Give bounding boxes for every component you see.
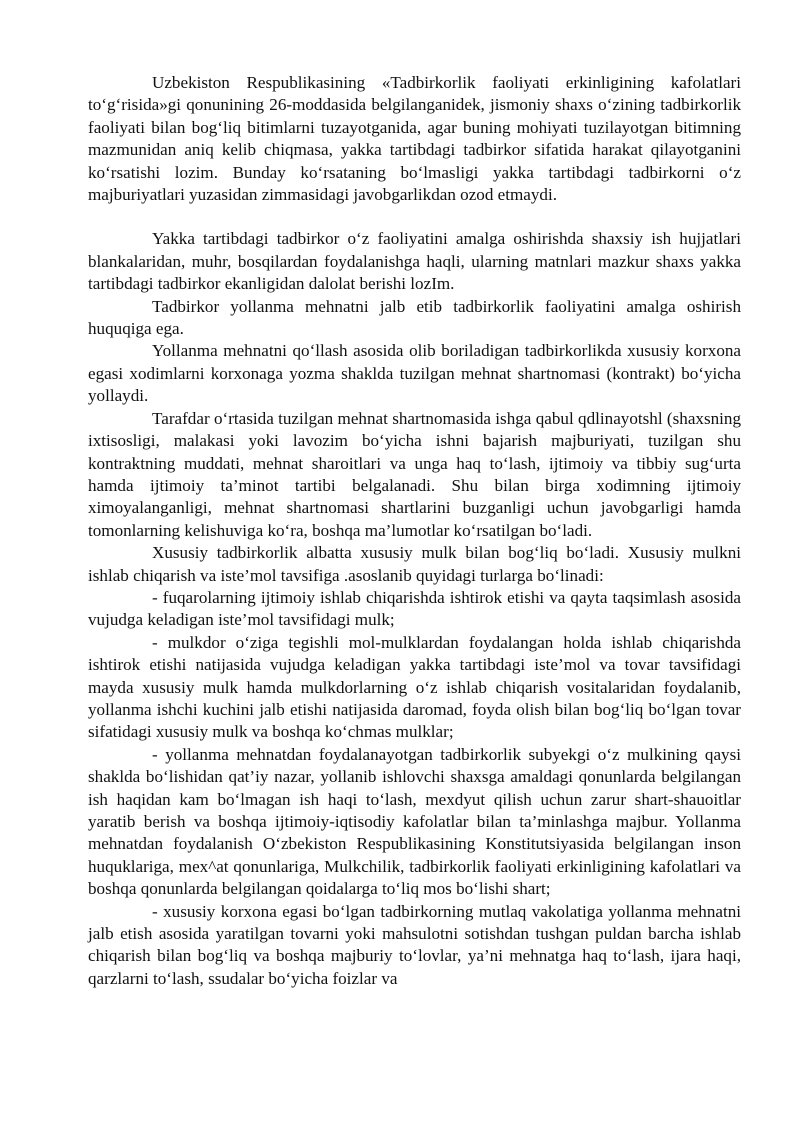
list-item-2: - mulkdor o‘ziga tegishli mol-mulklardan foydalangan holda ishlab chiqarishda ishtirok etishi natijasida vujudga keladigan yakka tartibdagi iste’mol va tovar tavsifidagi mayda xususiy mulk hamda mulkdorlarning o‘z ishlab chiqarish vositalaridan foydalanib, yollanma ishchi kuchini jalb etishi natijasida daromad, foyda olish bilan bog‘liq bo‘lgan tovar sifatidagi xususiy mulk va boshqa ko‘chmas mulklar;: [88, 632, 741, 742]
paragraph-2: Yakka tartibdagi tadbirkor o‘z faoliyatini amalga oshirishda shaxsiy ish hujjatlari blankalaridan, muhr, bosqilardan foydalanishga haqli, ularning matnlari mazkur shaxs yakka tartibdagi tadbirkor ekanligidan dalolat berishi lozIm.: [88, 229, 741, 294]
paragraph-3: Tadbirkor yollanma mehnatni jalb etib tadbirkorlik faoliyatini amalga oshirish huquqiga ega.: [88, 296, 741, 339]
list-item-4: - xususiy korxona egasi bo‘lgan tadbirkorning mutlaq vakolatiga yollanma mehnatni jalb etish asosida yaratilgan tovarni yoki mahsulotni sotishdan tushgan puldan barcha ishlab chiqarish bilan bog‘liq va boshqa majburiy to‘lovlar, ya’ni mehnatga haq to‘lash, ijara haqi, qarzlarni to‘lash, ssudalar bo‘yicha foizlar va: [88, 901, 741, 988]
paragraph-1: Uzbekiston Respublikasining «Tadbirkorlik faoliyati erkinligining kafolatlari to‘g‘risida»gi qonunining 26-moddasida belgilanganidek, jismoniy shaxs o‘zining tadbirkorlik faoliyati bilan bog‘liq bitimlarni tuzayotganida, agar buning mohiyati tuzilayotgan bitimning mazmunidan aniq kelib chiqmasa, yakka tartibdagi tadbirkor sifatida harakat qilayotganini ko‘rsatishi lozim. Bunday ko‘rsataning bo‘lmasligi yakka tartibdagi tadbirkorni o‘z majburiyatlari yuzasidan zimmasidagi javobgarlikdan ozod etmaydi.: [88, 73, 741, 205]
paragraph-6: Xususiy tadbirkorlik albatta xususiy mulk bilan bog‘liq bo‘ladi. Xususiy mulkni ishlab chiqarish va iste’mol tavsifiga .asoslanib quyidagi turlarga bo‘linadi:: [88, 543, 741, 585]
list-item-3: - yollanma mehnatdan foydalanayotgan tadbirkorlik subyekgi o‘z mulkining qaysi shaklda bo‘lishidan qat’iy nazar, yollanib ishlovchi shaxsga amaldagi qonunlarda belgilangan ish haqidan kam bo‘lmagan ish haqi to‘lash, mexdyut qilish uchun zarur shart-shauoitlar yaratib berish va boshqa ijtimoiy-iqtisodiy kafolatlar bilan ta’minlashga majbur. Yollanma mehnatdan foydalanish O‘zbekiston Respublikasining Konstitutsiyasida belgilangan inson huquklariga, mex^at qonunlariga, Mulkchilik, tadbirkorlik faoliyati erkinligining kafolatlari va boshqa qonunlarda belgilangan qoidalarga to‘liq mos bo‘lishi shart;: [88, 744, 741, 899]
document-page: [88, 72, 741, 990]
paragraph-4: Yollanma mehnatni qo‘llash asosida olib boriladigan tadbirkorlikda xususiy korxona egasi xodimlarni korxonaga yozma shaklda tuzilgan mehnat shartnomasi (kontrakt) bo‘yicha yollaydi.: [88, 341, 741, 406]
paragraph-5: Tarafdar o‘rtasida tuzilgan mehnat shartnomasida ishga qabul qdlinayotshl (shaxsning ixtisosligi, malakasi yoki lavozim bo‘yicha ishni bajarish majburiyati, tuzilgan shu kontraktning muddati, mehnat sharoitlari va unga haq to‘lash, ijtimoiy va tibbiy sug‘urta hamda ijtimoiy ta’minot tartibi belgalanadi. Shu bilan birga xodimning ijtimoiy ximoyalanganligi, mehnat shartnomasi shartlarini buzganligi uchun javobgarligi hamda tomonlarning kelishuviga ko‘ra, boshqa ma’lumotlar ko‘rsatilgan bo‘ladi.: [88, 408, 741, 540]
list-item-1: - fuqarolarning ijtimoiy ishlab chiqarishda ishtirok etishi va qayta taqsimlash asosida vujudga keladigan iste’mol tavsifidagi mulk;: [88, 587, 741, 630]
